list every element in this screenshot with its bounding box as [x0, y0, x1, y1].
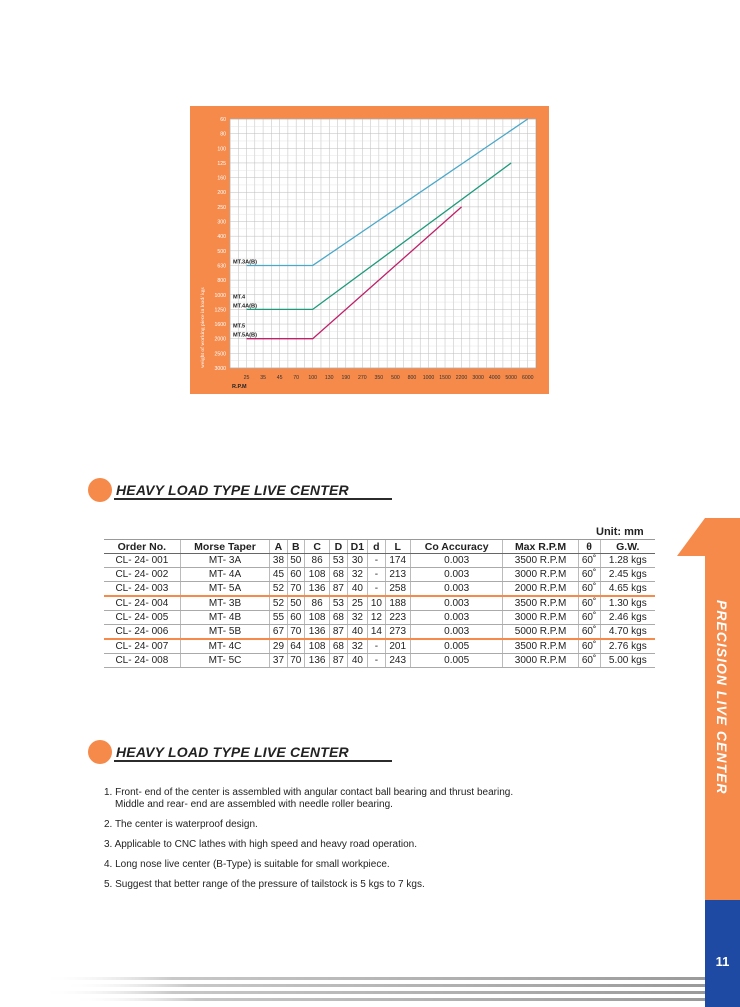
table-cell: 70 — [287, 625, 304, 640]
table-cell: 0.003 — [410, 625, 503, 640]
table-cell: MT- 3B — [180, 596, 270, 611]
table-cell: 136 — [304, 654, 329, 668]
feature-text: 3. Applicable to CNC lathes with high speed and heavy road operation. — [104, 839, 417, 850]
column-header: B — [287, 540, 304, 554]
column-header: Order No. — [104, 540, 180, 554]
table-cell: 32 — [347, 568, 368, 582]
load-chart — [190, 106, 549, 394]
y-tick-label: 2000 — [214, 336, 226, 343]
table-cell: 0.003 — [410, 611, 503, 625]
x-tick-label: 270 — [357, 375, 367, 381]
y-tick-label: 60 — [220, 117, 226, 123]
table-cell: 86 — [304, 554, 329, 568]
table-cell: 87 — [330, 625, 347, 640]
table-cell: 25 — [347, 596, 368, 611]
section-title: HEAVY LOAD TYPE LIVE CENTER — [116, 482, 349, 498]
x-tick-label: 100 — [308, 375, 318, 381]
x-tick-label: 4000 — [488, 375, 501, 381]
x-tick-label: 35 — [260, 375, 266, 381]
x-tick-label: 45 — [276, 375, 283, 381]
side-tab — [705, 518, 740, 900]
tab-notch — [677, 518, 705, 556]
table-cell: - — [368, 582, 385, 597]
table-row — [104, 639, 655, 654]
table-cell: 40 — [347, 625, 368, 640]
table-cell: 53 — [330, 554, 347, 568]
series-label-mt5: MT.5 — [233, 323, 246, 330]
header-rule — [114, 760, 392, 762]
section-header-table — [88, 478, 408, 504]
feature-item — [104, 819, 584, 831]
table-cell: 50 — [287, 554, 304, 568]
column-header: Co Accuracy — [410, 540, 503, 554]
table-cell: MT- 4B — [180, 611, 270, 625]
table-cell: CL- 24- 004 — [104, 596, 180, 611]
y-tick-label: 400 — [217, 234, 226, 241]
x-tick-label: 25 — [243, 375, 250, 381]
feature-list — [104, 787, 584, 899]
x-tick-label: 1000 — [422, 375, 435, 381]
table-cell: 0.003 — [410, 554, 503, 568]
table-cell: 258 — [385, 582, 410, 597]
table-cell: 2.46 kgs — [600, 611, 655, 625]
page-number-box — [705, 900, 740, 1007]
y-axis-label: weight of working piece in load/ kgs — [200, 287, 206, 368]
table-cell: 32 — [347, 611, 368, 625]
table-cell: 188 — [385, 596, 410, 611]
x-tick-label: 500 — [391, 375, 400, 381]
table-cell: 68 — [330, 568, 347, 582]
table-cell: 14 — [368, 625, 385, 640]
table-cell: CL- 24- 003 — [104, 582, 180, 597]
y-tick-label: 160 — [217, 175, 226, 182]
x-tick-label: 2200 — [455, 375, 468, 381]
table-cell: CL- 24- 001 — [104, 554, 180, 568]
table-cell: 5000 R.P.M — [503, 625, 578, 640]
table-cell: 60˚ — [578, 611, 600, 625]
x-tick-label: 5000 — [505, 375, 517, 381]
page-number: 11 — [715, 954, 730, 969]
table-cell: 60˚ — [578, 596, 600, 611]
table-cell: 60 — [287, 568, 304, 582]
column-header: d — [368, 540, 385, 554]
header-rule — [114, 498, 392, 500]
feature-item — [104, 787, 584, 811]
table-cell: 3500 R.P.M — [503, 554, 578, 568]
table-cell: - — [368, 554, 385, 568]
series-label-mt4: MT.4 — [233, 294, 246, 301]
table-row — [104, 554, 655, 568]
table-cell: 0.003 — [410, 568, 503, 582]
table-cell: 3000 R.P.M — [503, 654, 578, 668]
table-cell: 87 — [330, 582, 347, 597]
column-header: D1 — [347, 540, 368, 554]
table-cell: 55 — [270, 611, 287, 625]
feature-text: 1. Front- end of the center is assembled with angular contact ball bearing and thrust bearing. — [104, 787, 514, 798]
table-cell: 136 — [304, 582, 329, 597]
table-cell: 67 — [270, 625, 287, 640]
table-row — [104, 568, 655, 582]
table-cell: 0.005 — [410, 639, 503, 654]
x-tick-label: 190 — [341, 375, 351, 381]
series-label-mt3: MT.3A(B) — [233, 259, 257, 266]
column-header: C — [304, 540, 329, 554]
column-header: A — [270, 540, 287, 554]
table-cell: 60 — [287, 611, 304, 625]
table-cell: 1.28 kgs — [600, 554, 655, 568]
table-cell: 40 — [347, 582, 368, 597]
table-cell: 4.70 kgs — [600, 625, 655, 640]
table-cell: MT- 4C — [180, 639, 270, 654]
table-cell: MT- 5A — [180, 582, 270, 597]
table-cell: 3500 R.P.M — [503, 596, 578, 611]
table-cell: - — [368, 654, 385, 668]
table-cell: 60˚ — [578, 554, 600, 568]
y-tick-label: 800 — [217, 278, 226, 285]
orange-circle-icon — [88, 740, 112, 764]
table-cell: 108 — [304, 568, 329, 582]
table-cell: 52 — [270, 596, 287, 611]
table-row — [104, 596, 655, 611]
table-cell: 136 — [304, 625, 329, 640]
table-cell: 4.65 kgs — [600, 582, 655, 597]
table-cell: 223 — [385, 611, 410, 625]
table-cell: 29 — [270, 639, 287, 654]
chart-svg — [190, 106, 549, 394]
table-cell: 0.005 — [410, 654, 503, 668]
table-cell: CL- 24- 007 — [104, 639, 180, 654]
spec-table — [104, 539, 655, 668]
table-cell: 3000 R.P.M — [503, 611, 578, 625]
series-label-mt5a: MT.5A(B) — [233, 332, 257, 339]
table-cell: 53 — [330, 596, 347, 611]
feature-item — [104, 859, 584, 871]
table-cell: - — [368, 639, 385, 654]
table-cell: 45 — [270, 568, 287, 582]
table-cell: 30 — [347, 554, 368, 568]
y-tick-label: 3000 — [214, 366, 226, 372]
table-cell: MT- 4A — [180, 568, 270, 582]
table-cell: 1.30 kgs — [600, 596, 655, 611]
y-tick-label: 500 — [217, 248, 226, 255]
table-cell: 60˚ — [578, 625, 600, 640]
column-header: Max R.P.M — [503, 540, 578, 554]
table-cell: 86 — [304, 596, 329, 611]
column-header: L — [385, 540, 410, 554]
feature-item — [104, 839, 584, 851]
y-tick-label: 125 — [217, 160, 226, 167]
table-cell: CL- 24- 006 — [104, 625, 180, 640]
table-header-row — [104, 540, 655, 554]
y-tick-label: 1600 — [214, 322, 226, 329]
y-tick-label: 1000 — [214, 292, 226, 299]
table-cell: MT- 5B — [180, 625, 270, 640]
table-cell: 3500 R.P.M — [503, 639, 578, 654]
table-cell: 0.003 — [410, 582, 503, 597]
table-cell: 3000 R.P.M — [503, 568, 578, 582]
table-cell: 38 — [270, 554, 287, 568]
table-cell: 2.76 kgs — [600, 639, 655, 654]
table-cell: 174 — [385, 554, 410, 568]
series-label-mt4a: MT.4A(B) — [233, 303, 257, 310]
feature-text: 2. The center is waterproof design. — [104, 819, 258, 830]
y-tick-label: 630 — [217, 263, 226, 270]
table-cell: 70 — [287, 582, 304, 597]
table-cell: 60˚ — [578, 654, 600, 668]
y-tick-label: 2500 — [214, 351, 226, 358]
table-cell: 213 — [385, 568, 410, 582]
table-cell: 60˚ — [578, 582, 600, 597]
column-header: D — [330, 540, 347, 554]
feature-text: 4. Long nose live center (B-Type) is suitable for small workpiece. — [104, 859, 390, 870]
table-row — [104, 654, 655, 668]
table-cell: MT- 3A — [180, 554, 270, 568]
table-cell: 273 — [385, 625, 410, 640]
orange-circle-icon — [88, 478, 112, 502]
table-cell: 108 — [304, 639, 329, 654]
section-title: HEAVY LOAD TYPE LIVE CENTER — [116, 744, 349, 760]
table-cell: 40 — [347, 654, 368, 668]
table-cell: 87 — [330, 654, 347, 668]
x-tick-label: 3000 — [472, 375, 484, 381]
table-cell: 60˚ — [578, 568, 600, 582]
y-tick-label: 300 — [217, 219, 226, 226]
side-tab-label: PRECISION LIVE CENTER — [714, 600, 730, 795]
table-cell: 68 — [330, 639, 347, 654]
table-cell: 37 — [270, 654, 287, 668]
table-row — [104, 625, 655, 640]
table-cell: 2000 R.P.M — [503, 582, 578, 597]
feature-text: 5. Suggest that better range of the pressure of tailstock is 5 kgs to 7 kgs. — [104, 879, 425, 890]
y-tick-label: 200 — [217, 190, 226, 197]
table-cell: 70 — [287, 654, 304, 668]
table-cell: 5.00 kgs — [600, 654, 655, 668]
table-cell: 108 — [304, 611, 329, 625]
x-tick-label: 130 — [324, 375, 334, 381]
column-header: G.W. — [600, 540, 655, 554]
table-cell: 52 — [270, 582, 287, 597]
table-cell: 243 — [385, 654, 410, 668]
table-cell: 32 — [347, 639, 368, 654]
section-header-features — [88, 740, 408, 766]
table-cell: 68 — [330, 611, 347, 625]
y-tick-label: 80 — [220, 131, 226, 138]
x-axis-label: R.P.M — [232, 384, 247, 390]
feature-item — [104, 879, 584, 891]
x-tick-label: 1500 — [439, 375, 451, 381]
table-cell: 2.45 kgs — [600, 568, 655, 582]
table-cell: 201 — [385, 639, 410, 654]
y-tick-label: 250 — [217, 204, 226, 211]
feature-subtext: Middle and rear- end are assembled with needle roller bearing. — [115, 799, 393, 810]
table-cell: CL- 24- 008 — [104, 654, 180, 668]
table-row — [104, 582, 655, 597]
decorative-stripes — [0, 975, 705, 1007]
table-cell: CL- 24- 002 — [104, 568, 180, 582]
column-header: Morse Taper — [180, 540, 270, 554]
table-cell: - — [368, 568, 385, 582]
y-tick-label: 100 — [217, 146, 226, 153]
unit-label: Unit: mm — [596, 526, 644, 538]
x-tick-label: 800 — [407, 375, 417, 381]
x-tick-label: 350 — [374, 375, 384, 381]
table-cell: CL- 24- 005 — [104, 611, 180, 625]
x-tick-label: 6000 — [521, 375, 534, 381]
table-cell: 64 — [287, 639, 304, 654]
x-tick-label: 70 — [293, 375, 300, 381]
table-cell: 0.003 — [410, 596, 503, 611]
table-cell: 60˚ — [578, 639, 600, 654]
column-header: θ — [578, 540, 600, 554]
y-tick-label: 1250 — [214, 307, 226, 314]
table-cell: 50 — [287, 596, 304, 611]
table-cell: MT- 5C — [180, 654, 270, 668]
table-cell: 12 — [368, 611, 385, 625]
table-row — [104, 611, 655, 625]
table-cell: 10 — [368, 596, 385, 611]
